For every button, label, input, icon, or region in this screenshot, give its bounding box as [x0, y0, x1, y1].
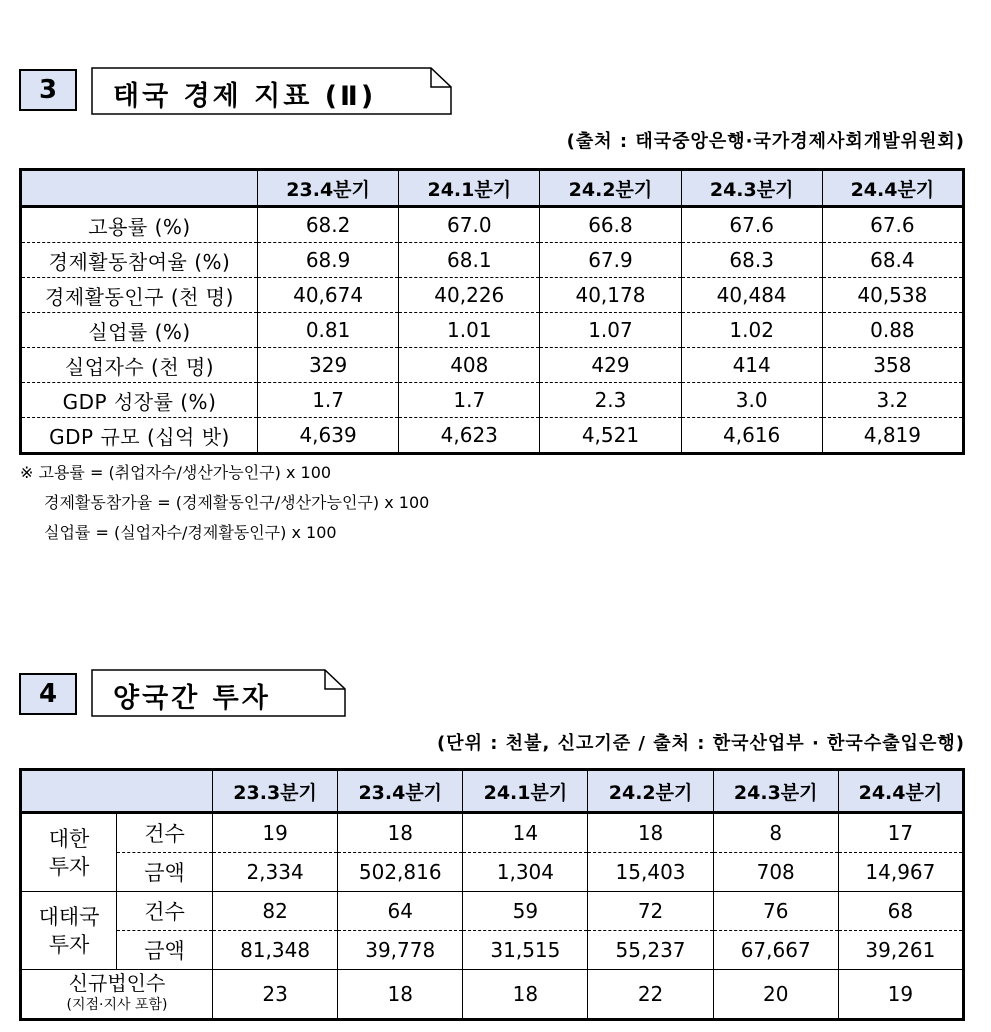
row-label: 실업자수 (천 명): [21, 348, 258, 383]
table-cell: 20: [713, 970, 838, 1020]
table-cell: 67.9: [540, 243, 681, 278]
table-cell: 18: [338, 813, 463, 853]
group-label-line: 투자: [48, 932, 90, 957]
group-label: [21, 813, 117, 892]
table-cell: 22: [588, 970, 713, 1020]
row-label: GDP 규모 (십억 밧): [21, 418, 258, 454]
economic-indicators-table: [19, 168, 965, 455]
table-cell: 15,403: [588, 853, 713, 892]
formula-notes: [20, 458, 429, 548]
table-cell: 19: [213, 813, 338, 853]
note-unemployment-rate: 실업률 = (실업자수/경제활동인구) x 100: [44, 523, 337, 542]
table-cell: 40,484: [681, 278, 822, 313]
column-header: 24.3분기: [713, 770, 838, 813]
section-4-source: (단위 : 천불, 신고기준 / 출처 : 한국산업부 · 한국수출입은행): [436, 733, 965, 754]
table-row: [21, 970, 964, 1020]
sub-label-count: 건수: [117, 813, 213, 853]
table-cell: 40,538: [822, 278, 963, 313]
table-row: [21, 348, 964, 383]
table-cell: 18: [338, 970, 463, 1020]
table-cell: 23: [213, 970, 338, 1020]
column-header: 24.4분기: [838, 770, 963, 813]
table-cell: 66.8: [540, 207, 681, 243]
table-cell: 68: [838, 892, 963, 931]
table-cell: 81,348: [213, 931, 338, 970]
column-header: 24.2분기: [588, 770, 713, 813]
table-cell: 14,967: [838, 853, 963, 892]
section-4-number: 4: [19, 673, 77, 715]
table-cell: 708: [713, 853, 838, 892]
row-label: 고용률 (%): [21, 207, 258, 243]
column-header: 24.1분기: [399, 170, 540, 207]
table-cell: 502,816: [338, 853, 463, 892]
table-row: [21, 207, 964, 243]
table-cell: 1.7: [258, 383, 399, 418]
row-label: 실업률 (%): [21, 313, 258, 348]
table-cell: 68.2: [258, 207, 399, 243]
table-cell: 76: [713, 892, 838, 931]
row-label: 경제활동인구 (천 명): [21, 278, 258, 313]
column-header: 23.4분기: [258, 170, 399, 207]
table-row: [21, 313, 964, 348]
column-header: 24.3분기: [681, 170, 822, 207]
table-row: [21, 853, 964, 892]
table-header-row: [21, 170, 964, 207]
table-cell: 0.88: [822, 313, 963, 348]
column-header: 23.4분기: [338, 770, 463, 813]
table-cell: 82: [213, 892, 338, 931]
group-label: [21, 892, 117, 970]
table-row: [21, 813, 964, 853]
table-cell: 4,639: [258, 418, 399, 454]
group-label-line: 투자: [48, 854, 90, 879]
table-cell: 4,623: [399, 418, 540, 454]
table-cell: 55,237: [588, 931, 713, 970]
table-row: [21, 931, 964, 970]
table-cell: 1.02: [681, 313, 822, 348]
table-cell: 39,261: [838, 931, 963, 970]
bilateral-investment-table: [19, 768, 965, 1021]
section-3-title: 태국 경제 지표 (Ⅱ): [113, 81, 377, 112]
table-cell: 18: [463, 970, 588, 1020]
table-cell: 3.2: [822, 383, 963, 418]
table-cell: 14: [463, 813, 588, 853]
table-cell: 67,667: [713, 931, 838, 970]
section-3-number: 3: [19, 69, 77, 111]
table-cell: 40,674: [258, 278, 399, 313]
new-companies-sublabel: (지점·지사 포함): [66, 997, 168, 1013]
table-cell: 68.3: [681, 243, 822, 278]
table-cell: 72: [588, 892, 713, 931]
table-cell: 329: [258, 348, 399, 383]
table-cell: 68.1: [399, 243, 540, 278]
table-cell: 2,334: [213, 853, 338, 892]
table-cell: 414: [681, 348, 822, 383]
table-cell: 18: [588, 813, 713, 853]
note-participation-rate: 경제활동참가율 = (경제활동인구/생산가능인구) x 100: [44, 493, 430, 512]
table-cell: 0.81: [258, 313, 399, 348]
table-row: [21, 383, 964, 418]
table-cell: 39,778: [338, 931, 463, 970]
group-label-line: 대한: [48, 826, 90, 851]
table-row: [21, 278, 964, 313]
table-cell: 67.6: [681, 207, 822, 243]
table-cell: 19: [838, 970, 963, 1020]
table-cell: 1,304: [463, 853, 588, 892]
table-row: [21, 418, 964, 454]
table-cell: 4,819: [822, 418, 963, 454]
table-row: [21, 243, 964, 278]
table-cell: 429: [540, 348, 681, 383]
table-cell: 68.4: [822, 243, 963, 278]
table-cell: 68.9: [258, 243, 399, 278]
note-employment-rate: ※ 고용률 = (취업자수/생산가능인구) x 100: [20, 463, 332, 482]
table-cell: 59: [463, 892, 588, 931]
row-label: 경제활동참여율 (%): [21, 243, 258, 278]
table-header-row: [21, 770, 964, 813]
row-label: GDP 성장률 (%): [21, 383, 258, 418]
sub-label-amount: 금액: [117, 853, 213, 892]
table-cell: 31,515: [463, 931, 588, 970]
section-3-title-box: [91, 67, 453, 115]
table-cell: 67.0: [399, 207, 540, 243]
table-cell: 4,521: [540, 418, 681, 454]
new-companies-title: 신규법인수: [68, 971, 166, 995]
section-4-title-box: [91, 669, 347, 717]
sub-label-amount: 금액: [117, 931, 213, 970]
section-3-source: (출처 : 태국중앙은행·국가경제사회개발위원회): [566, 131, 965, 152]
table-cell: 67.6: [822, 207, 963, 243]
column-header: 23.3분기: [213, 770, 338, 813]
table-cell: 64: [338, 892, 463, 931]
column-header: 24.1분기: [463, 770, 588, 813]
table-cell: 17: [838, 813, 963, 853]
group-label-line: 대태국: [38, 904, 100, 929]
table-cell: 358: [822, 348, 963, 383]
column-header: 24.2분기: [540, 170, 681, 207]
header-corner: [21, 770, 213, 813]
table-cell: 8: [713, 813, 838, 853]
table-row: [21, 892, 964, 931]
table-cell: 1.07: [540, 313, 681, 348]
section-4-title: 양국간 투자: [113, 683, 271, 714]
table-cell: 40,226: [399, 278, 540, 313]
table-cell: 40,178: [540, 278, 681, 313]
column-header: 24.4분기: [822, 170, 963, 207]
table-cell: 2.3: [540, 383, 681, 418]
new-companies-label: [21, 970, 213, 1020]
sub-label-count: 건수: [117, 892, 213, 931]
table-cell: 1.01: [399, 313, 540, 348]
table-cell: 3.0: [681, 383, 822, 418]
table-cell: 1.7: [399, 383, 540, 418]
table-cell: 4,616: [681, 418, 822, 454]
header-corner: [21, 170, 258, 207]
table-cell: 408: [399, 348, 540, 383]
